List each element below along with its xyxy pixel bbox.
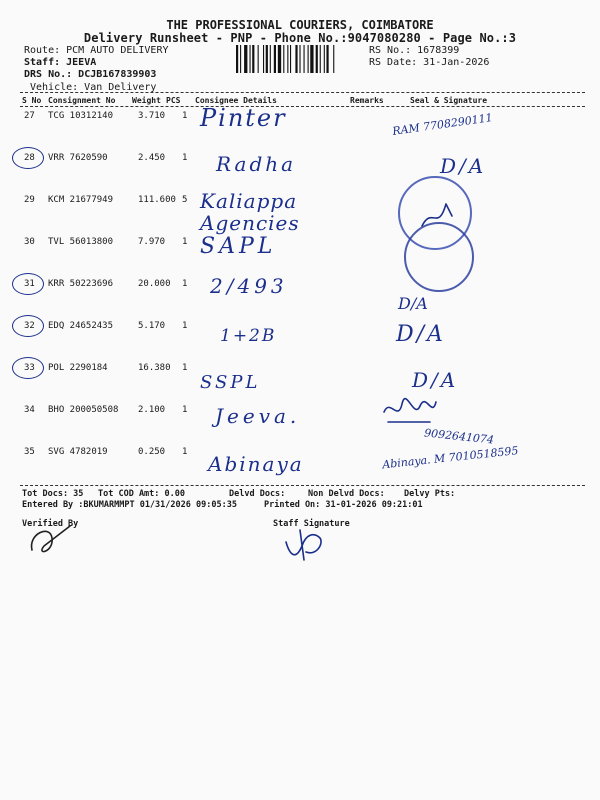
handwritten-consignee: Pinter (200, 104, 287, 132)
col-sno: S No (22, 96, 42, 105)
sno-circle-mark (12, 315, 44, 337)
col-seal: Seal & Signature (410, 96, 488, 105)
handwritten-consignee: Abinaya (208, 452, 304, 476)
header-bottom-rule (20, 106, 585, 107)
row-pcs: 5 (182, 195, 188, 205)
col-weight: Weight (132, 96, 161, 105)
row-pcs: 1 (182, 447, 188, 457)
row-weight: 0.250 (138, 447, 166, 457)
row-sno: 33 (24, 363, 35, 373)
delivery-points: Delvy Pts: (404, 489, 456, 499)
header-top-rule (20, 92, 585, 93)
staff-signature-scribble (280, 522, 330, 566)
row-consignment: KCM 21677949 (48, 195, 114, 205)
row-weight: 111.600 (138, 195, 176, 205)
row-weight: 2.450 (138, 153, 166, 163)
sno-circle-mark (12, 273, 44, 295)
delivered-docs: Delvd Docs: (229, 489, 286, 499)
footer-top-rule (20, 485, 585, 486)
handwritten-consignee: Radha (216, 152, 297, 176)
row-pcs: 1 (182, 321, 188, 331)
total-docs: Tot Docs: 35 (22, 489, 84, 499)
row-consignment: BHO 200050508 (48, 405, 119, 415)
handwritten-remark: D/A (398, 294, 428, 313)
entered-by: Entered By :BKUMARMMPT 01/31/2026 09:05:35 (22, 500, 237, 510)
row-sno: 27 (24, 111, 35, 121)
handwritten-remark: D/A (412, 368, 459, 392)
row-sno: 28 (24, 153, 35, 163)
handwritten-signature: Abinaya. M 7010518595 (381, 444, 519, 472)
row-pcs: 1 (182, 111, 188, 121)
row-sno: 30 (24, 237, 35, 247)
staff-label: Staff: JEEVA (24, 57, 97, 68)
row-consignment: EDQ 24652435 (48, 321, 114, 331)
handwritten-signature: 9092641074 (423, 426, 495, 447)
col-pcs: PCS (166, 96, 181, 105)
row-weight: 3.710 (138, 111, 166, 121)
handwritten-remark: D/A (440, 154, 487, 178)
row-pcs: 1 (182, 279, 188, 289)
row-consignment: TVL 56013800 (48, 237, 114, 247)
row-consignment: KRR 50223696 (48, 279, 114, 289)
handwritten-consignee: Kaliappa Agencies (200, 189, 300, 235)
col-consignee: Consignee Details (195, 96, 277, 105)
sno-circle-mark (12, 357, 44, 379)
route-label: Route: PCM AUTO DELIVERY (24, 45, 169, 56)
row-sno: 31 (24, 279, 35, 289)
row-sno: 32 (24, 321, 35, 331)
row-weight: 2.100 (138, 405, 166, 415)
company-title: THE PROFESSIONAL COURIERS, COIMBATORE (166, 18, 434, 32)
verified-by-label: Verified By (22, 519, 79, 529)
row-weight: 20.000 (138, 279, 171, 289)
handwritten-consignee: SSPL (200, 372, 261, 393)
handwritten-consignee: SAPL (200, 234, 277, 259)
verifier-signature (26, 520, 76, 560)
staff-signature-label: Staff Signature (273, 519, 350, 529)
handwritten-remark: D/A (396, 322, 446, 347)
runsheet-subtitle: Delivery Runsheet - PNP - Phone No.:9047080280 - Page No.:3 (83, 31, 517, 45)
barcode-image (236, 45, 366, 73)
row-sno: 34 (24, 405, 35, 415)
row-weight: 7.970 (138, 237, 166, 247)
sno-circle-mark (12, 147, 44, 169)
col-consignment: Consignment No (48, 96, 116, 105)
handwritten-consignee: 1+2B (220, 326, 277, 346)
row-consignment: TCG 10312140 (48, 111, 114, 121)
row-consignment: SVG 4782019 (48, 447, 108, 457)
vehicle-label: Vehicle: Van Delivery (30, 82, 157, 93)
drs-label: DRS No.: DCJB167839903 (24, 69, 157, 80)
row-sno: 35 (24, 447, 35, 457)
row-pcs: 1 (182, 363, 188, 373)
row-consignment: POL 2290184 (48, 363, 108, 373)
row-pcs: 1 (182, 153, 188, 163)
handwritten-consignee: Jeeva. (215, 404, 301, 428)
row-consignment: VRR 7620590 (48, 153, 108, 163)
signature-scribble (380, 392, 440, 432)
handwritten-signature: RAM 7708290111 (391, 111, 494, 138)
row-weight: 5.170 (138, 321, 166, 331)
rs-number: RS No.: 1678399 (369, 45, 460, 56)
signature-scribble (418, 196, 458, 236)
row-pcs: 1 (182, 405, 188, 415)
col-remarks: Remarks (350, 96, 384, 105)
printed-on: Printed On: 31-01-2026 09:21:01 (264, 500, 423, 510)
row-pcs: 1 (182, 237, 188, 247)
rs-date: RS Date: 31-Jan-2026 (369, 57, 490, 68)
non-delivered-docs: Non Delvd Docs: (308, 489, 385, 499)
row-weight: 16.380 (138, 363, 171, 373)
total-cod: Tot COD Amt: 0.00 (98, 489, 185, 499)
row-sno: 29 (24, 195, 35, 205)
handwritten-consignee: 2/493 (210, 274, 288, 298)
